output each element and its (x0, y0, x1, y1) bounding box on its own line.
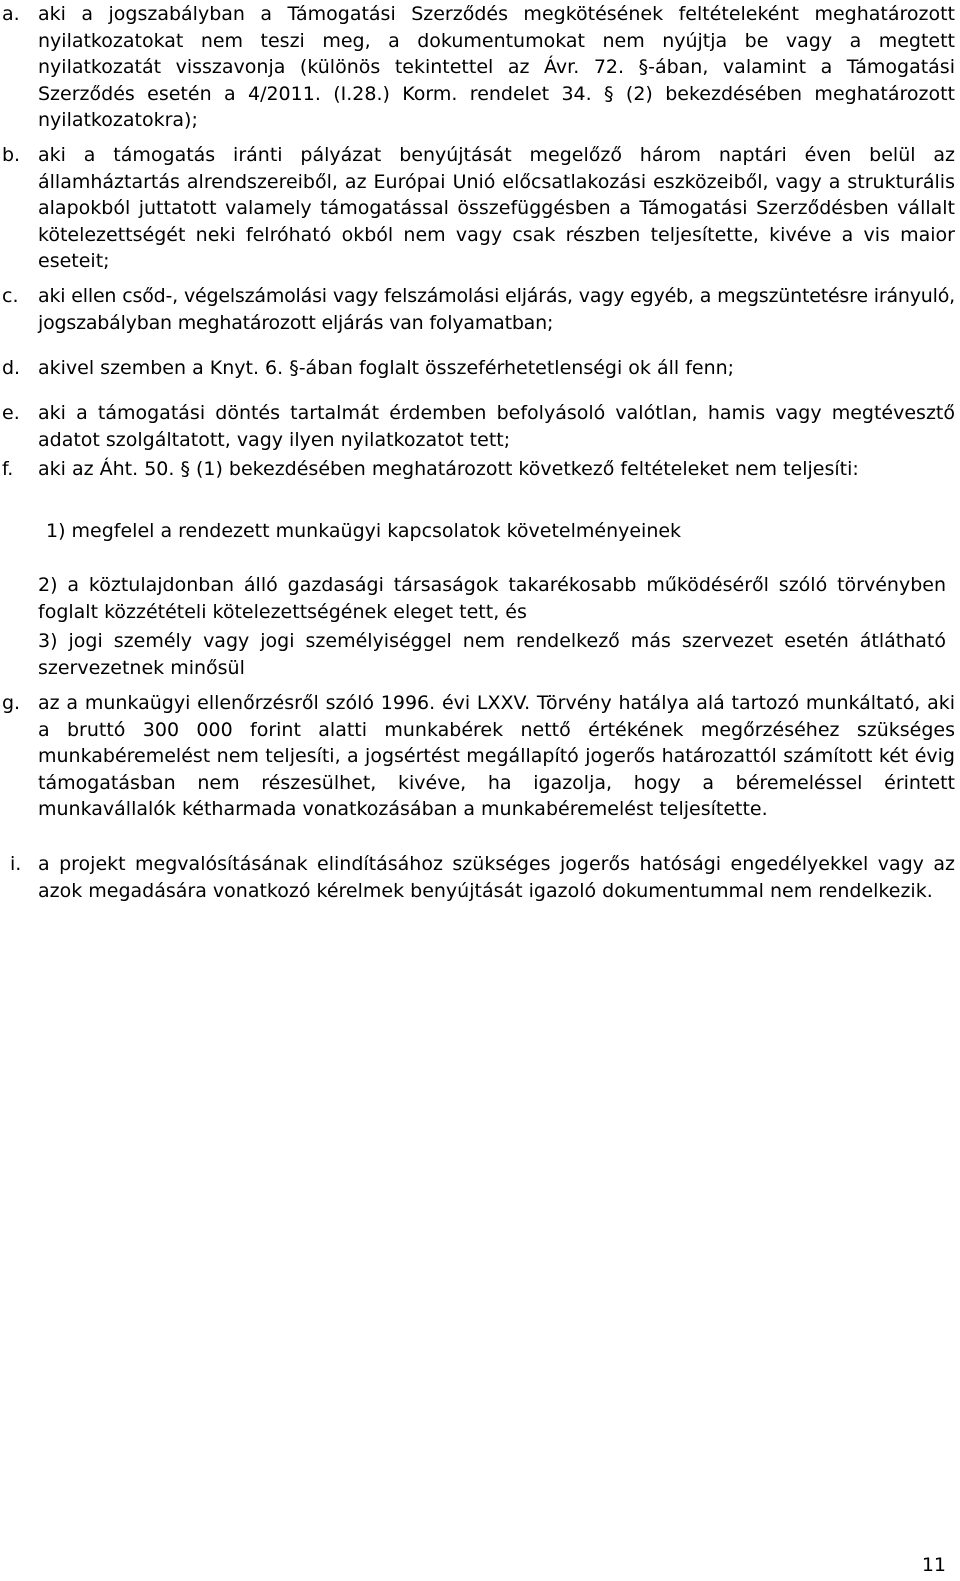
sub-item-1: 1) megfelel a rendezett munkaügyi kapcsolatok követelményeinek (46, 520, 682, 542)
list-marker: b. (2, 144, 21, 166)
list-marker: a. (2, 3, 20, 25)
list-item-text: aki az Áht. 50. § (1) bekezdésében meghatározott következő feltételeket nem teljesíti: (38, 458, 859, 480)
list-item-text: az a munkaügyi ellenőrzésről szóló 1996. évi LXXV. Törvény hatálya alá tartozó munkáltató, aki a bruttó 300 000 forint alatti munkabérek nettő értékének megőrzéséhez szükséges munkabéremelést nem teljesíti, a jogsértést megállapító jogerős határozattól számított két évig támogatásban nem részesülhet, kivéve, ha igazolja, hogy a béremeléssel érintett munkavállalók kétharmada vonatkozásában a munkabéremelést teljesítette. (38, 692, 955, 820)
sub-item-3: 3) jogi személy vagy jogi személyiséggel nem rendelkező más szervezet esetén átlátható szervezetnek minősül (38, 630, 946, 679)
list-item-text: aki a jogszabályban a Támogatási Szerződés megkötésének feltételeként meghatározott nyilatkozatokat nem teszi meg, a dokumentumokat nem nyújtja be vagy a megtett nyilatkozatát visszavonja (különös tekintettel az Ávr. 72. §-ában, valamint a Támogatási Szerződés esetén a 4/2011. (I.28.) Korm. rendelet 34. § (2) bekezdésében meghatározott nyilatkozatokra); (38, 3, 955, 131)
sub-item-2: 2) a köztulajdonban álló gazdasági társaságok takarékosabb működéséről szóló törvényben foglalt közzétételi kötelezettségének eleget tett, és (38, 574, 946, 623)
list-marker: f. (2, 458, 14, 480)
list-item-text: a projekt megvalósításának elindításához szükséges jogerős hatósági engedélyekkel vagy az azok megadására vonatkozó kérelmek benyújtását igazoló dokumentummal nem rendelkezik. (38, 853, 955, 902)
list-item-g (0, 690, 955, 823)
list-marker: d. (2, 357, 21, 379)
list-item-i (0, 851, 955, 904)
list-marker: i. (10, 853, 22, 875)
list-item-text: akivel szemben a Knyt. 6. §-ában foglalt összeférhetetlenségi ok áll fenn; (38, 357, 735, 379)
list-item-text: aki a támogatási döntés tartalmát érdemben befolyásoló valótlan, hamis vagy megtévesztő adatot szolgáltatott, vagy ilyen nyilatkozatot tett; (38, 402, 955, 451)
list-item-e (0, 400, 955, 453)
list-item-text: aki a támogatás iránti pályázat benyújtását megelőző három naptári éven belül az államháztartás alrendszereiből, az Európai Unió előcsatlakozási eszközeiből, vagy a strukturális alapokból juttatott valamely támogatással összefüggésben a Támogatási Szerződésben vállalt kötelezettségét neki felróható okból nem vagy csak részben teljesítette, kivéve a vis maior eseteit; (38, 144, 955, 272)
list-item-c (0, 283, 955, 336)
list-marker: g. (2, 692, 21, 714)
list-item-b (0, 142, 955, 275)
list-marker: c. (2, 285, 19, 307)
list-item-a (0, 1, 955, 134)
list-item-d (0, 355, 955, 382)
list-item-text: aki ellen csőd-, végelszámolási vagy felszámolási eljárás, vagy egyéb, a megszüntetésre irányuló, jogszabályban meghatározott eljárás van folyamatban; (38, 285, 955, 334)
list-item-f (0, 456, 955, 483)
list-marker: e. (2, 402, 20, 424)
page-number: 11 (921, 1554, 946, 1576)
